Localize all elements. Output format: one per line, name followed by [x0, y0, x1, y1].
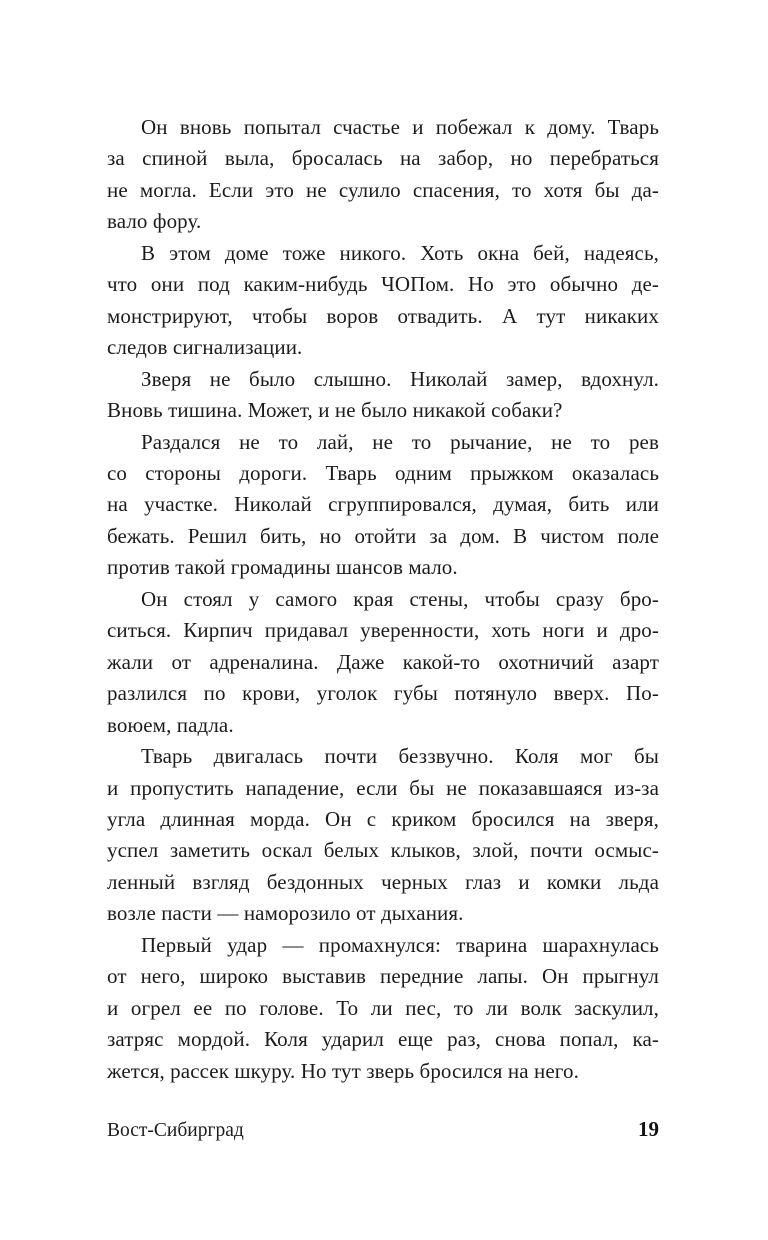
paragraph: [107, 364, 659, 427]
text-line: за спиной выла, бросалась на забор, но перебраться: [107, 146, 659, 171]
paragraph: [107, 112, 659, 238]
text-line: и пропустить нападение, если бы не показавшаяся из-за: [107, 775, 659, 800]
text-line: и огрел ее по голове. То ли пес, то ли волк заскулил,: [107, 995, 659, 1020]
text-line: Он стоял у самого края стены, чтобы сразу бро-: [141, 586, 659, 611]
text-line: В этом доме тоже никого. Хоть окна бей, надеясь,: [141, 240, 659, 265]
text-line: бежать. Решил бить, но отойти за дом. В чистом поле: [107, 523, 659, 548]
text-line: со стороны дороги. Тварь одним прыжком оказалась: [107, 460, 659, 485]
text-line: вало фору.: [107, 209, 202, 234]
text-line: Зверя не было слышно. Николай замер, вдохнул.: [141, 366, 659, 391]
page-number: 19: [638, 1117, 659, 1141]
paragraph: [107, 238, 659, 364]
text-line: угла длинная морда. Он с криком бросился на зверя,: [107, 806, 659, 831]
text-line: воюем, падла.: [107, 712, 234, 737]
text-line: затряс мордой. Коля ударил еще раз, снова попал, ка-: [107, 1027, 659, 1052]
paragraph: [107, 584, 659, 741]
text-line: Вновь тишина. Может, и не было никакой собаки?: [107, 398, 563, 423]
text-line: успел заметить оскал белых клыков, злой, почти осмыс-: [107, 838, 659, 863]
paragraph: [107, 741, 659, 930]
running-title: Вост-Сибирград: [107, 1120, 244, 1141]
text-line: что они под каким-нибудь ЧОПом. Но это обычно де-: [107, 272, 659, 297]
text-line: Первый удар — промахнулся: тварина шарахнулась: [141, 932, 659, 957]
text-block: [107, 112, 659, 1087]
text-line: ленный взгляд бездонных черных глаз и комки льда: [107, 869, 659, 894]
text-line: на участке. Николай сгруппировался, думая, бить или: [107, 492, 659, 517]
text-line: Тварь двигалась почти беззвучно. Коля мог бы: [141, 744, 659, 769]
text-line: не могла. Если это не сулило спасения, то хотя бы да-: [107, 177, 659, 202]
text-line: Он вновь попытал счастье и побежал к дому. Тварь: [141, 115, 659, 139]
text-line: против такой громадины шансов мало.: [107, 555, 458, 580]
text-line: от него, широко выставив передние лапы. Он прыгнул: [107, 964, 659, 989]
text-line: монстрируют, чтобы воров отвадить. А тут никаких: [107, 303, 659, 328]
text-line: жется, рассек шкуру. Но тут зверь бросился на него.: [107, 1058, 579, 1083]
paragraph: [107, 930, 659, 1087]
text-line: Раздался не то лай, не то рычание, не то рев: [141, 429, 659, 454]
text-line: возле пасти — наморозило от дыхания.: [107, 901, 464, 926]
text-line: жали от адреналина. Даже какой-то охотничий азарт: [107, 649, 659, 674]
paragraph: [107, 427, 659, 584]
page-footer: [107, 1116, 659, 1144]
text-line: разлился по крови, уголок губы потянуло вверх. По-: [107, 681, 659, 706]
text-line: следов сигнализации.: [107, 335, 303, 360]
text-line: ситься. Кирпич придавал уверенности, хоть ноги и дро-: [107, 618, 659, 643]
